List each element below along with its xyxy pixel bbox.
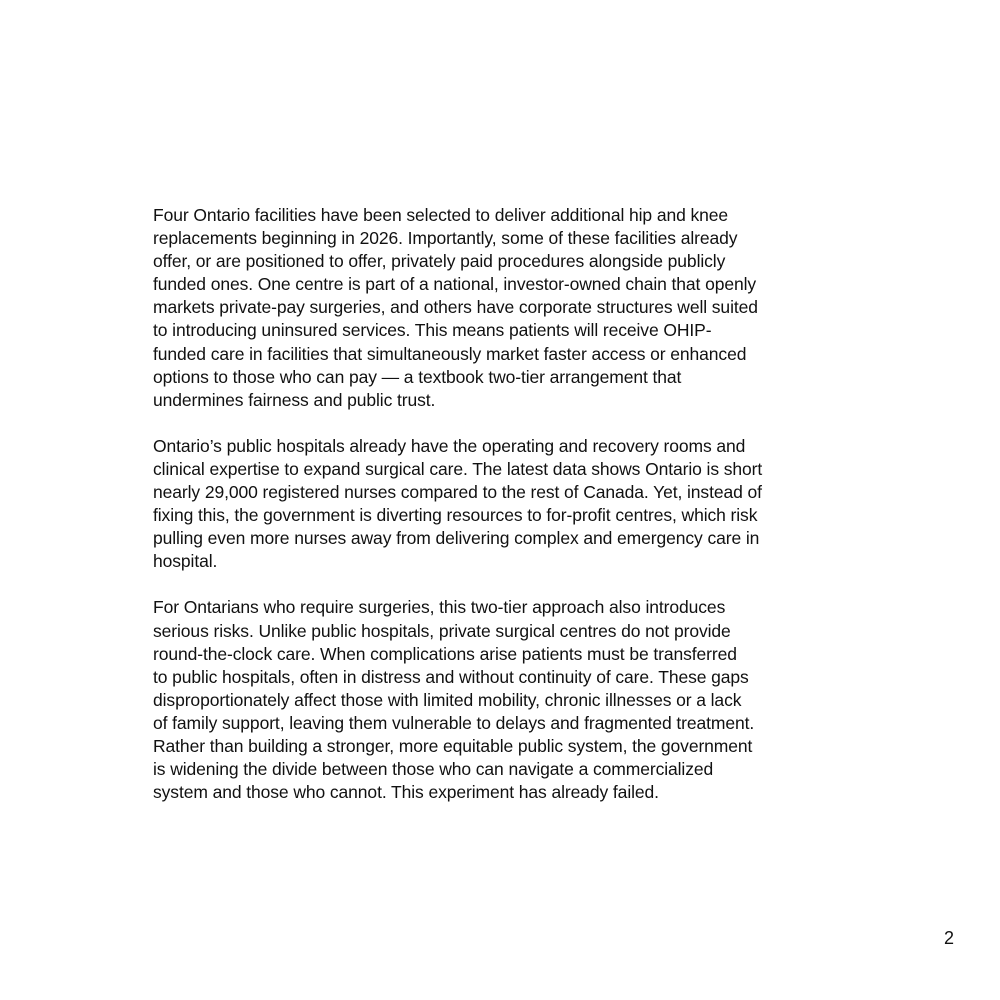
paragraph-public-hospitals-nurses: Ontario’s public hospitals already have the operating and recovery rooms and clinical expertise to expand surgical care. The latest data shows Ontario is short nearly 29,000 registered nurses compared to the rest of Canada. Yet, instead of fixing this, the government is diverting resources to for-profit centres, which risk pulling even more nurses away from delivering complex and emergency care in hospital.: [153, 435, 763, 572]
paragraph-surgical-risks: For Ontarians who require surgeries, this two-tier approach also introduces serious risks. Unlike public hospitals, private surgical centres do not provide round-the-clock care. When complications arise patients must be transferred to public hospitals, often in distress and without continuity of care. These gaps disproportionately affect those with limited mobility, chronic illnesses or a lack of family support, leaving them vulnerable to delays and fragmented treatment. Rather than building a stronger, more equitable public system, the government is widening the divide between those who can navigate a commercialized system and those who cannot. This experiment has already failed.: [153, 597, 755, 803]
document-body: [153, 204, 848, 804]
paragraph-facilities-two-tier: Four Ontario facilities have been selected to deliver additional hip and knee replacements beginning in 2026. Importantly, some of these facilities already offer, or are positioned to offer, privately paid procedures alongside publicly funded ones. One centre is part of a national, investor-owned chain that openly markets private-pay surgeries, and others have corporate structures well suited to introducing uninsured services. This means patients will receive OHIP- funded care in facilities that simultaneously market faster access or enhanced options to those who can pay — a textbook two-tier arrangement that undermines fairness and public trust.: [153, 205, 758, 410]
page-number: 2: [944, 928, 955, 948]
